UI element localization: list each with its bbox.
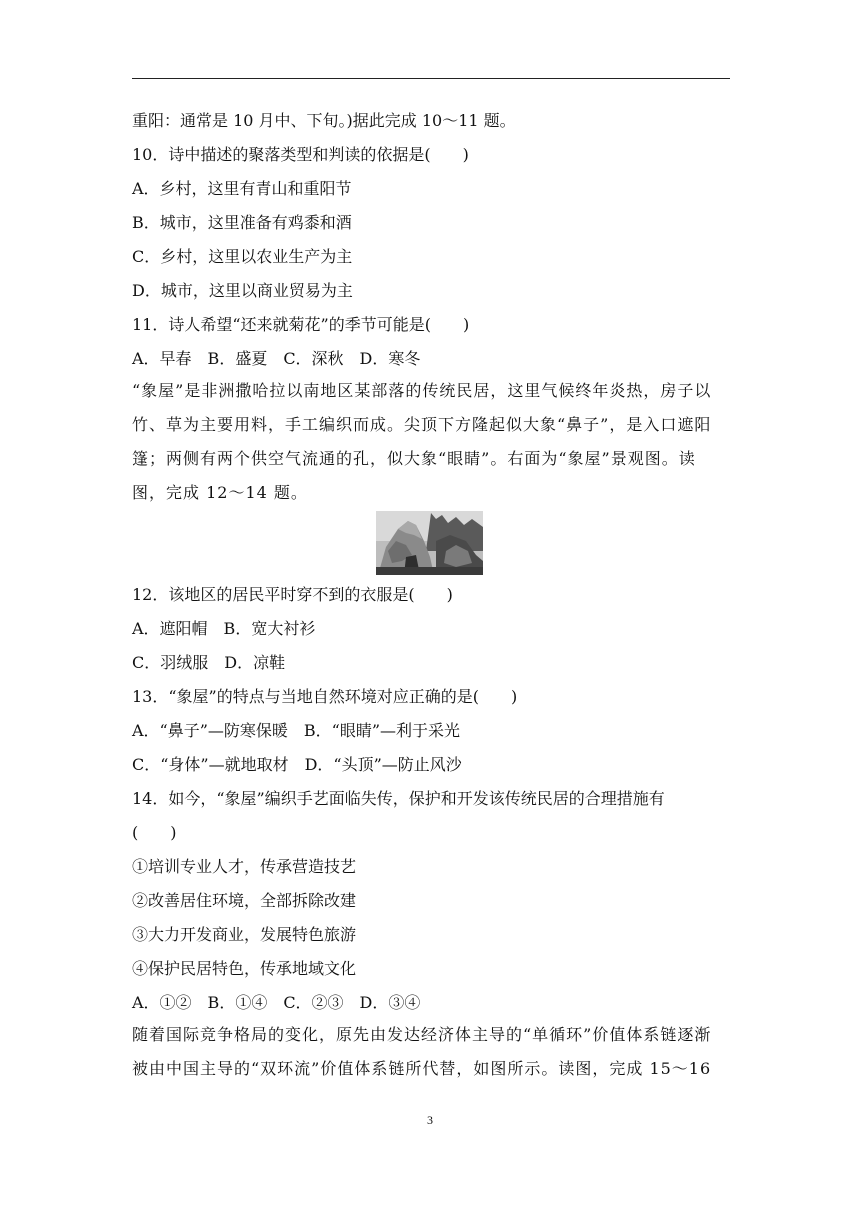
q10-option-a: A．乡村，这里有青山和重阳节 [132, 179, 352, 198]
passage2-line2: 被由中国主导的“双环流”价值体系链所代替，如图所示。读图，完成 15～16 [132, 1059, 712, 1078]
q11-options: A．早春 B．盛夏 C．深秋 D．寒冬 [132, 349, 421, 368]
q14-stem: 14．如今，“象屋”编织手艺面临失传，保护和开发该传统民居的合理措施有 [132, 789, 665, 808]
passage2-line1: 随着国际竞争格局的变化，原先由发达经济体主导的“单循环”价值体系链逐渐 [132, 1025, 712, 1044]
q14-statement-2: ②改善居住环境，全部拆除改建 [132, 891, 357, 910]
elephant-house-image [376, 511, 483, 575]
passage1-line3: 篷；两侧有两个供空气流通的孔，似大象“眼睛”。右面为“象屋”景观图。读 [132, 449, 696, 468]
q14-statement-4: ④保护民居特色，传承地域文化 [132, 959, 357, 978]
passage1-line1: “象屋”是非洲撒哈拉以南地区某部落的传统民居，这里气候终年炎热，房子以 [132, 381, 712, 400]
q13-stem: 13．“象屋”的特点与当地自然环境对应正确的是( ) [132, 687, 518, 706]
q12-options-cd: C．羽绒服 D．凉鞋 [132, 653, 286, 672]
q14-statement-3: ③大力开发商业，发展特色旅游 [132, 925, 357, 944]
q10-stem: 10．诗中描述的聚落类型和判读的依据是( ) [132, 145, 469, 164]
q13-options-ab: A．“鼻子”—防寒保暖 B．“眼睛”—利于采光 [132, 721, 461, 740]
page-number: 3 [427, 1113, 433, 1127]
passage1-line2: 竹、草为主要用料，手工编织而成。尖顶下方隆起似大象“鼻子”，是入口遮阳 [132, 415, 712, 434]
q11-stem: 11．诗人希望“还来就菊花”的季节可能是( ) [132, 315, 470, 334]
q10-option-b: B．城市，这里准备有鸡黍和酒 [132, 213, 352, 232]
q13-options-cd: C．“身体”—就地取材 D．“头顶”—防止风沙 [132, 755, 462, 774]
q14-stem-bracket: ( ) [132, 823, 177, 842]
elephant-house-photo [376, 511, 483, 575]
q12-stem: 12．该地区的居民平时穿不到的衣服是( ) [132, 585, 453, 604]
q12-options-ab: A．遮阳帽 B．宽大衬衫 [132, 619, 316, 638]
q10-option-d: D．城市，这里以商业贸易为主 [132, 281, 353, 300]
q14-statement-1: ①培训专业人才，传承营造技艺 [132, 857, 357, 876]
q10-option-c: C．乡村，这里以农业生产为主 [132, 247, 353, 266]
intro-tail: 重阳：通常是 10 月中、下旬。)据此完成 10～11 题。 [132, 111, 516, 130]
passage1-line4: 图，完成 12～14 题。 [132, 483, 308, 502]
header-rule [132, 78, 730, 79]
q14-options: A．①② B．①④ C．②③ D．③④ [132, 993, 421, 1012]
